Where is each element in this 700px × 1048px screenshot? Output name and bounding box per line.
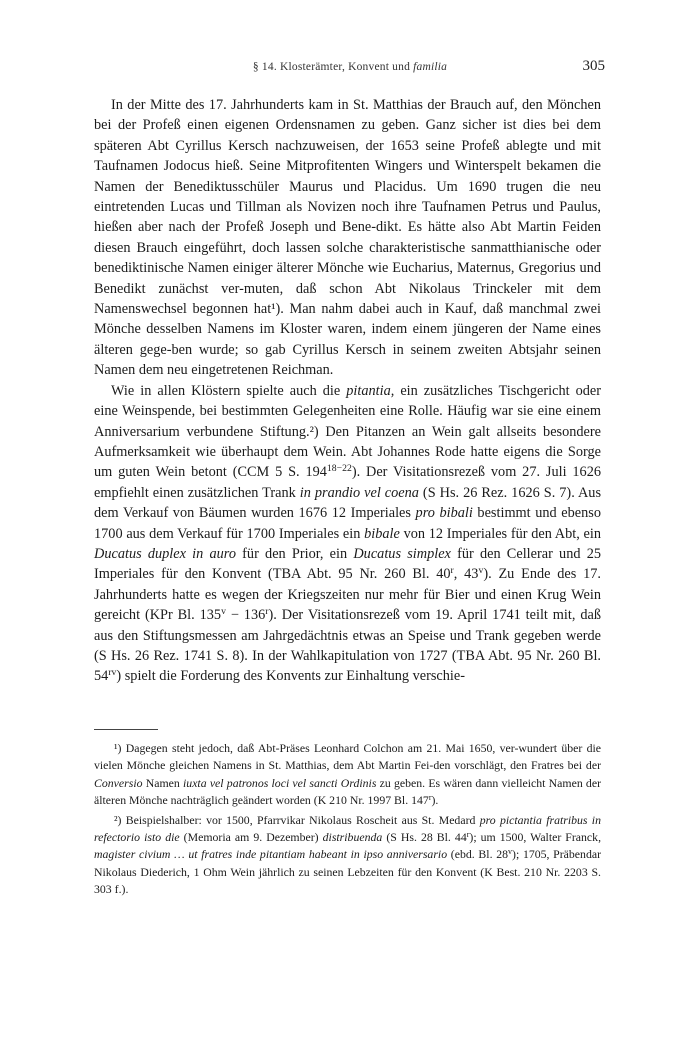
footnote-1: ¹) Dagegen steht jedoch, daß Abt-Präses Leonhard Colchon am 21. Mai 1650, ver-wundert über die vielen Mönche gleichen Namens in St. Matthias, dem Abt Martin Fei-den vorschlägt, den Fratres bei der Conversio Namen iuxta vel patronos loci vel sancti Ordinis zu geben. Es wären dann vielleicht Namen der älteren Mönche nachträglich geändert worden (K 210 Nr. 1997 Bl. 147$^r$). [94, 741, 601, 808]
section-title-italic: familia [413, 61, 448, 73]
footnote-2: ²) Beispielshalber: vor 1500, Pfarrvikar Nikolaus Roscheit aus St. Medard pro pictantia fratribus in refectorio isto die (Memoria am 9. Dezember) distribuenda (S Hs. 28 Bl. 44$^r$); um 1500, Walter Franck, magister civium … ut fratres inde pitantiam habeant in ipso anniversario (ebd. Bl. 28$^v$); 1705, Präbendar Nikolaus Diederich, 1 Ohm Wein jährlich zu seinen Lebzeiten für den Konvent (K Best. 210 Nr. 2203 S. 303 f.). [94, 812, 602, 897]
paragraph-1: In der Mitte des 17. Jahrhunderts kam in St. Matthias der Brauch auf, den Mönchen bei der Profeß einen eigenen Ordensnamen zu geben. Ganz sicher ist dies bei dem späteren Abt Cyrillus Kersch nachzuweisen, der 1653 seine Profeß ablegte und mit Taufnamen Jodocus hieß. Seine Mitprofitenten Wingers und Winterspelt bekamen die Namen der Benediktusschüler Maurus und Placidus. Um 1690 trugen die neu eintretenden Lucas und Tillman als Novizen noch ihre Taufnamen Petrus und Paulus, hießen aber nach der Profeß Joseph und Bene-dikt. Es hätte also Abt Martin Feiden diesen Brauch eingeführt, doch lassen solche charakteristische sanmatthianische oder benediktinische Namen einiger älterer Mönche wie Eucharius, Maternus, Gregorius und Benedikt zunächst ver-muten, daß schon Abt Nikolaus Trinckeler mit dem Namenswechsel begonnen hat¹). Man nahm dabei auch in Kauf, daß manchmal zwei Mönche desselben Namens im Kloster waren, indem einem jüngeren der Name eines älteren gege-ben wurde; so gab Cyrillus Kersch in seinem zweiten Abtsjahr seinen Namen dem neu eingetretenen Reichman. [94, 97, 601, 379]
paragraph-2: Wie in allen Klöstern spielte auch die pitantia, ein zusätzliches Tischgericht oder eine Weinspende, bei bestimmten Gelegenheiten eine Rolle. Häufig war sie eine einem Anniversarium verbundene Stiftung.²) Den Pitanzen an Wein galt allseits besondere Aufmerksamkeit wie überhaupt dem Wein. Abt Johannes Rode hatte eigens die Sorge um guten Wein betont (CCM 5 S. $194^{18-22}$). Der Visitationsrezeß vom 27. Juli 1626 empfiehlt einen zusätzlichen Trank in prandio vel coena (S Hs. 26 Rez. 1626 S. 7). Aus dem Verkauf von Bäumen wurden 1676 12 Imperiales pro bibali bestimmt und ebenso 1700 aus dem Verkauf für 1700 Imperiales ein bibale von 12 Imperiales für den Abt, ein Ducatus duplex in auro für den Prior, ein Ducatus simplex für den Cellerar und 25 Imperiales für den Konvent (TBA Abt. 95 Nr. 260 Bl. 40$^r$, 43$^v$). Zu Ende des 17. Jahrhunderts hatte es wegen der Kriegszeiten nur mehr für Bier und einen Krug Wein gereicht (KPr Bl. $135^v - 136^r$). Der Visitationsrezeß vom 19. April 1741 teilt mit, daß aus den Stiftungsmessen am Jahrgedächtnis etwas an Speise und Trank gegeben werde (S Hs. 26 Rez. 1741 S. 8). In der Wahlkapitulation von 1727 (TBA Abt. 95 Nr. 260 Bl. $54^{rv}$) spielt die Forderung des Konvents zur Einhaltung verschie- [94, 382, 602, 685]
footnote-divider [94, 729, 158, 730]
running-head [0, 58, 700, 78]
page-number: 305 [582, 58, 605, 74]
footnotes [94, 740, 601, 901]
section-title: § 14. Klosterämter, Konvent und [252, 61, 411, 73]
main-text [94, 95, 601, 687]
